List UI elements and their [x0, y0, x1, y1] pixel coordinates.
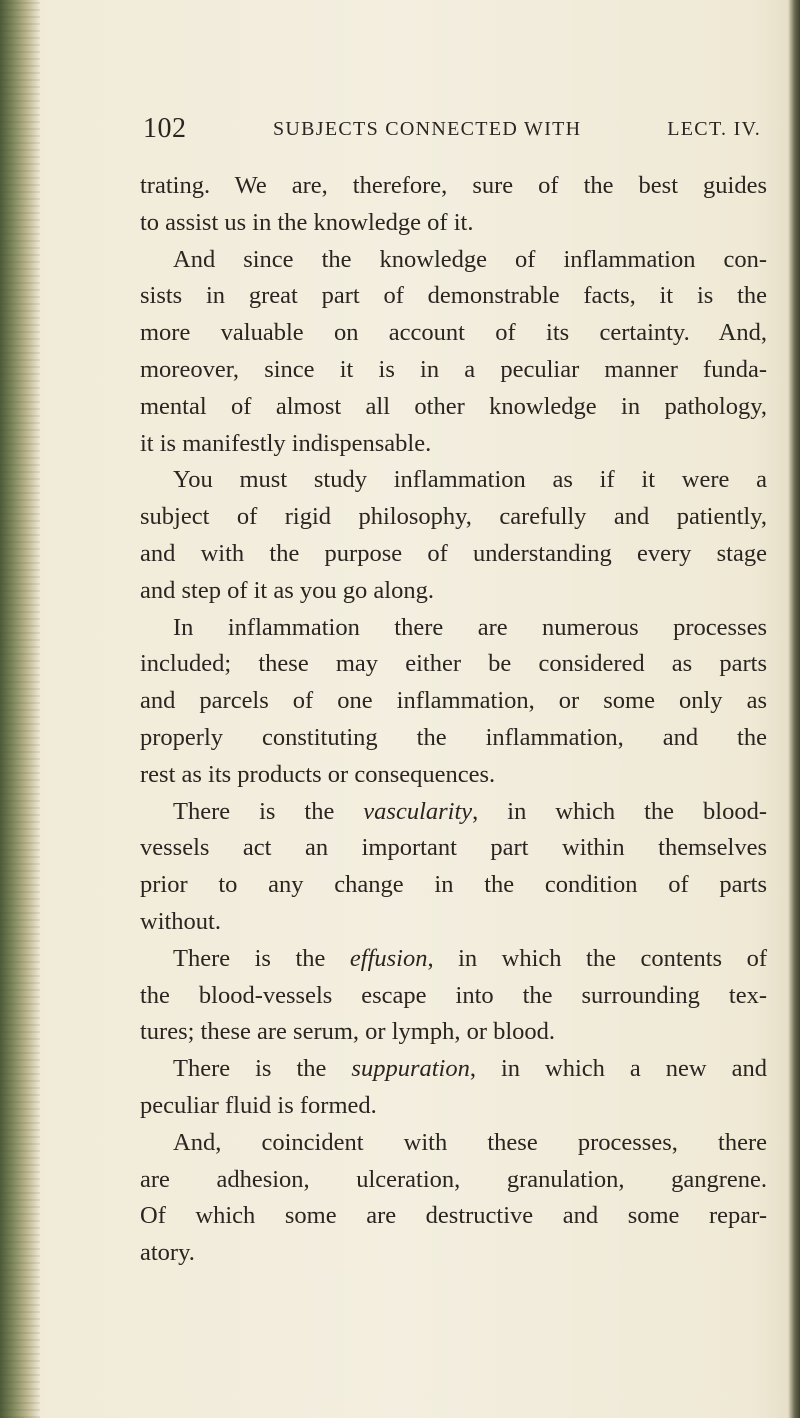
page-edge: [788, 0, 800, 1418]
text-line: You must study inflammation as if it were a: [173, 466, 767, 494]
text-line: included; these may either be considered as parts: [140, 650, 767, 678]
text-line: subject of rigid philosophy, carefully and patiently,: [140, 503, 767, 531]
text-line: the blood-vessels escape into the surrounding tex-: [140, 981, 767, 1009]
body-text: [140, 168, 767, 1272]
text-line: to assist us in the knowledge of it.: [140, 208, 474, 236]
text-line: atory.: [140, 1239, 195, 1267]
text-line: properly constituting the inflammation, and the: [140, 723, 767, 751]
term-suppuration: suppuration: [351, 1055, 470, 1083]
running-title: SUBJECTS CONNECTED WITH: [273, 118, 582, 140]
text-line: trating. We are, therefore, sure of the best guides: [140, 172, 767, 199]
page-number: 102: [143, 113, 187, 144]
text-line: In inflammation there are numerous processes: [173, 613, 767, 641]
binding-edge: [0, 0, 40, 1418]
text-line: [140, 794, 767, 831]
text-run: There is the: [173, 797, 364, 825]
text-run: , in which the blood-: [472, 797, 767, 825]
text-run: , in which a new and: [469, 1055, 768, 1083]
text-line: prior to any change in the condition of parts: [140, 871, 767, 899]
term-effusion: effusion: [349, 944, 428, 972]
text-line: peculiar fluid is formed.: [140, 1091, 377, 1119]
text-line: more valuable on account of its certainty. And,: [140, 319, 767, 347]
text-line: mental of almost all other knowledge in pathology,: [140, 392, 767, 420]
text-run: There is the: [173, 944, 350, 972]
text-line: vessels act an important part within themselves: [140, 834, 767, 862]
text-line: And since the knowledge of inflammation con-: [173, 245, 767, 273]
running-header: [143, 112, 763, 146]
text-line: and step of it as you go along.: [140, 576, 434, 604]
text-line: are adhesion, ulceration, granulation, gangrene.: [140, 1165, 767, 1193]
text-line: Of which some are destructive and some repar-: [140, 1202, 767, 1230]
lecture-label: LECT. IV.: [667, 118, 761, 140]
text-line: [140, 941, 767, 978]
text-run: , in which the contents of: [427, 944, 767, 972]
term-vascularity: vascularity: [363, 797, 473, 825]
text-line: and with the purpose of understanding every stage: [140, 539, 767, 567]
text-line: sists in great part of demonstrable facts, it is the: [140, 282, 767, 310]
text-line: moreover, since it is in a peculiar manner funda-: [140, 355, 767, 383]
text-line: tures; these are serum, or lymph, or blood.: [140, 1018, 556, 1046]
text-run: There is the: [173, 1055, 352, 1083]
text-line: And, coincident with these processes, there: [173, 1128, 767, 1156]
text-line: rest as its products or consequences.: [140, 760, 496, 788]
text-line: it is manifestly indispensable.: [140, 429, 432, 457]
text-line: and parcels of one inflammation, or some only as: [140, 687, 767, 715]
running-head: [273, 112, 761, 146]
text-line: without.: [140, 907, 221, 935]
text-line: [140, 1051, 767, 1088]
